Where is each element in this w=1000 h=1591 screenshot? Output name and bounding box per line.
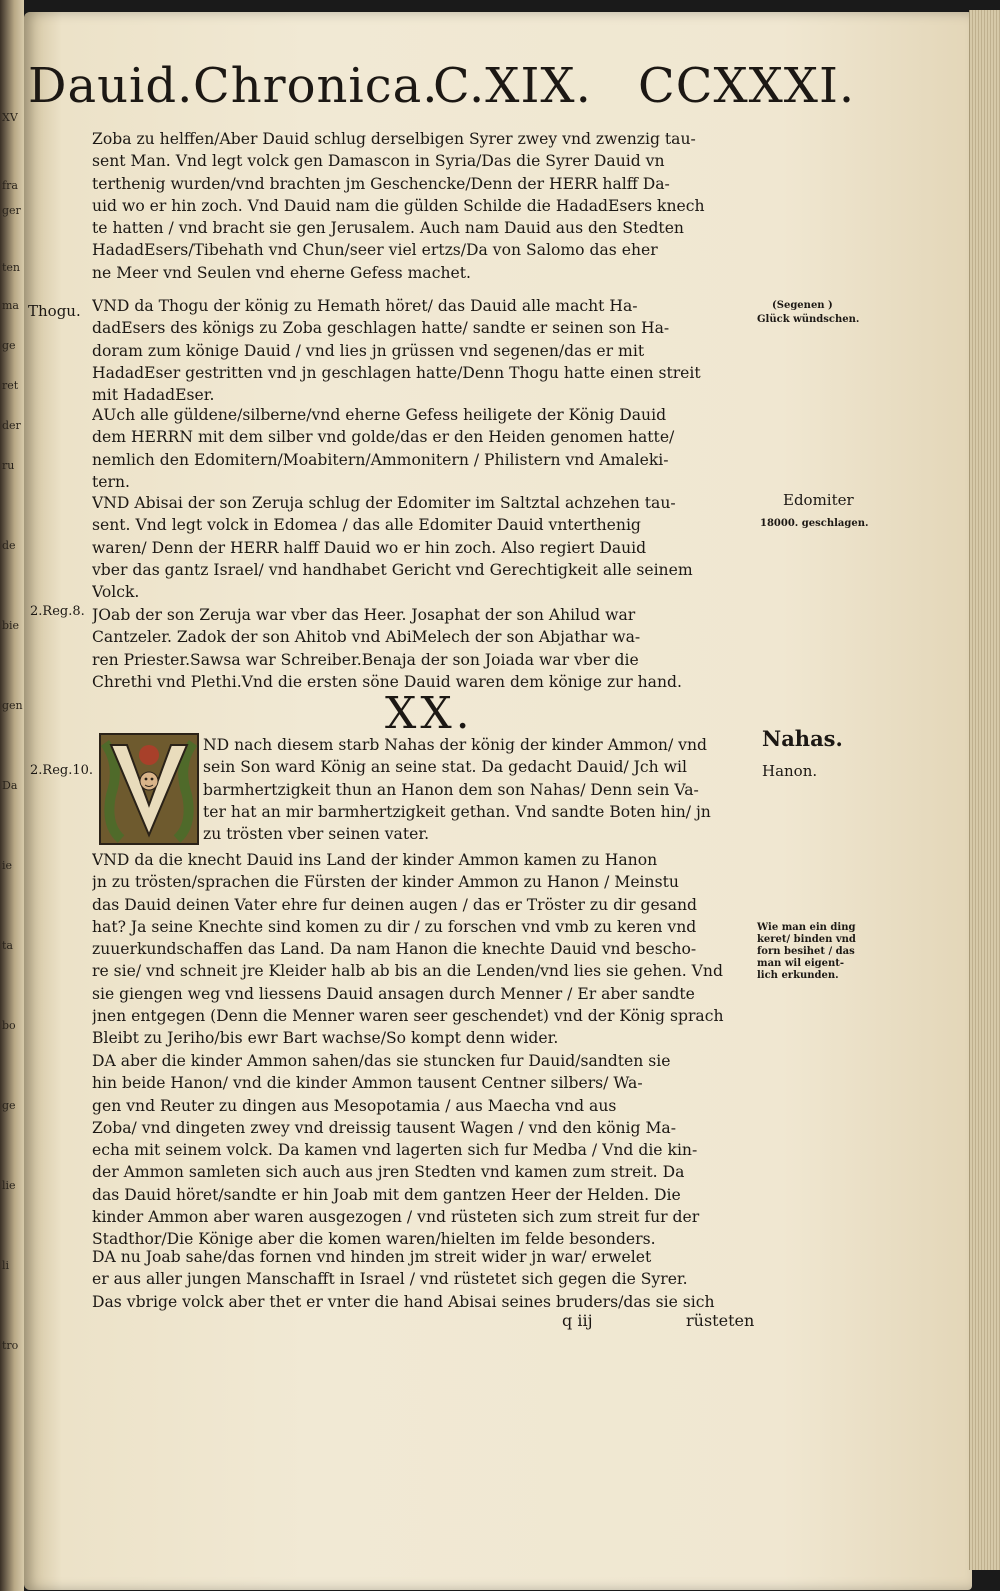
left-fragment: der [2, 419, 21, 432]
text-line: Bleibt zu Jeriho/bis ewr Bart wachse/So kompt denn wider. [92, 1029, 559, 1048]
text-line: VND da die knecht Dauid ins Land der kinder Ammon kamen zu Hanon [92, 851, 658, 869]
text-line: VND da Thogu der könig zu Hemath höret/ das Dauid alle macht Ha- [92, 297, 638, 315]
paragraph-3 [92, 404, 772, 493]
text-line: kinder Ammon aber waren ausgezogen / vnd rüsteten sich zum streit fur der [92, 1208, 700, 1227]
text-line: waren/ Denn der HERR halff Dauid wo er hin zoch. Also regiert Dauid [92, 538, 647, 557]
paragraph-1 [92, 128, 772, 284]
text-line: Zoba zu helffen/Aber Dauid schlug derselbigen Syrer zwey vnd zwenzig tau- [92, 130, 696, 148]
left-fragment: bie [2, 619, 20, 632]
left-fragment: ie [2, 859, 13, 872]
left-fragment: ten [2, 261, 21, 274]
text-line: hin beide Hanon/ vnd die kinder Ammon tausent Centner silbers/ Wa- [92, 1074, 643, 1093]
text-line: er aus aller jungen Manschafft in Israel / vnd rüstetet sich gegen die Syrer. [92, 1270, 688, 1289]
text-line: JOab der son Zeruja war vber das Heer. Josaphat der son Ahilud war [92, 606, 636, 624]
text-line: DA aber die kinder Ammon sahen/das sie stuncken fur Dauid/sandten sie [92, 1052, 671, 1070]
margin-ref-2reg10: 2.Reg.10. [30, 763, 94, 778]
text-line: AUch alle güldene/silberne/vnd eherne Gefess heiligete der König Dauid [92, 406, 667, 424]
left-fragment: gen [2, 699, 23, 712]
text-line: echa mit seinem volck. Da kamen vnd lagerten sich fur Medba / Vnd die kin- [92, 1141, 698, 1160]
text-line: re sie/ vnd schneit jre Kleider halb ab bis an die Lenden/vnd lies sie gehen. Vnd [92, 962, 723, 981]
text-line: Chrethi vnd Plethi.Vnd die ersten söne Dauid waren dem könige zur hand. [92, 672, 682, 691]
text-line: das Dauid höret/sandte er hin Joab mit dem gantzen Heer der Helden. Die [92, 1185, 681, 1204]
paragraph-xx-3 [92, 1050, 772, 1251]
text-line: terthenig wurden/vnd brachten jm Geschencke/Denn der HERR halff Da- [92, 174, 670, 193]
left-fragment: bo [2, 1019, 16, 1032]
text-line: sent Man. Vnd legt volck gen Damascon in Syria/Das die Syrer Dauid vn [92, 152, 665, 171]
text-line: DA nu Joab sahe/das fornen vnd hinden jm streit wider jn war/ erwelet [92, 1248, 652, 1266]
text-line: HadadEser gestritten vnd jn geschlagen hatte/Denn Thogu hatte einen streit [92, 363, 701, 382]
text-line: Volck. [92, 583, 140, 602]
text-line: jnen entgegen (Denn die Menner waren seer geschendet) vnd der König sprach [92, 1007, 724, 1026]
text-line: barmhertzigkeit thun an Hanon dem son Nahas/ Denn sein Va- [203, 780, 699, 799]
header-title: Chronica. [193, 58, 439, 114]
text-line: hat? Ja seine Knechte sind komen zu dir / zu forschen vnd vmb zu keren vnd [92, 917, 697, 936]
left-fragment: fra [2, 179, 18, 192]
adjacent-page-edge [0, 0, 24, 1591]
left-fragment: de [2, 539, 16, 552]
text-line: uid wo er hin zoch. Vnd Dauid nam die gülden Schilde die HadadEsers knech [92, 196, 705, 215]
left-fragment: ta [2, 939, 13, 952]
gloss-line: lich erkunden. [757, 970, 839, 981]
gloss-line: forn besihet / das [757, 946, 855, 957]
text-line: dem HERRN mit dem silber vnd golde/das er den Heiden genomen hatte/ [92, 428, 675, 447]
text-line: vber das gantz Israel/ vnd handhabet Gericht vnd Gerechtigkeit alle seinem [92, 560, 693, 579]
text-line: ren Priester.Sawsa war Schreiber.Benaja der son Joiada war vber die [92, 650, 639, 669]
gloss-edomiter-count: 18000. geschlagen. [760, 518, 869, 529]
text-line: Zoba/ vnd dingeten zwey vnd dreissig tausent Wagen / vnd den könig Ma- [92, 1118, 676, 1137]
text-line: doram zum könige Dauid / vnd lies jn grüssen vnd segenen/das er mit [92, 341, 645, 360]
text-line: ne Meer vnd Seulen vnd eherne Gefess machet. [92, 263, 471, 282]
text-line: jn zu trösten/sprachen die Fürsten der kinder Ammon zu Hanon / Meinstu [92, 873, 679, 892]
gloss-nahas: Nahas. [762, 726, 843, 751]
text-line: ND nach diesem starb Nahas der könig der kinder Ammon/ vnd [203, 736, 708, 754]
text-line: Cantzeler. Zadok der son Ahitob vnd AbiMelech der son Abjathar wa- [92, 628, 641, 647]
text-line: sie giengen weg vnd liessens Dauid ansagen durch Menner / Er aber sandte [92, 984, 695, 1003]
gloss-line: keret/ binden vnd [757, 934, 856, 945]
decorated-initial-v [99, 733, 199, 845]
left-fragment: ge [2, 1099, 16, 1112]
left-fragment: li [2, 1259, 10, 1272]
left-fragment: lie [2, 1179, 16, 1192]
text-line: das Dauid deinen Vater ehre fur deinen augen / das er Tröster zu dir gesand [92, 895, 698, 914]
left-fragment: ret [2, 379, 19, 392]
header-book: Dauid. [28, 58, 194, 114]
margin-ref-2reg8: 2.Reg.8. [30, 604, 85, 619]
text-line: sent. Vnd legt volck in Edomea / das alle Edomiter Dauid vnterthenig [92, 516, 641, 535]
left-fragment: ge [2, 339, 16, 352]
header-folio: CCXXXI. [638, 58, 856, 114]
text-line: gen vnd Reuter zu dingen aus Mesopotamia / aus Maecha vnd aus [92, 1096, 617, 1115]
left-fragment: XV [2, 111, 18, 124]
gloss-erkunden [757, 922, 856, 982]
text-line: sein Son ward König an seine stat. Da gedacht Dauid/ Jch wil [203, 758, 687, 777]
text-line: zuuerkundschaffen das Land. Da nam Hanon die knechte Dauid vnd bescho- [92, 940, 697, 959]
chapter-heading: XX. [385, 688, 474, 739]
left-fragment: ma [2, 299, 19, 312]
paragraph-4 [92, 492, 772, 603]
gloss-line: man wil eigent- [757, 958, 845, 969]
left-fragment: Da [2, 779, 18, 792]
left-fragment: ger [2, 204, 21, 217]
left-fragment: tro [2, 1339, 19, 1352]
margin-thogu: Thogu. [28, 302, 81, 320]
text-line: Das vbrige volck aber thet er vnter die hand Abisai seines bruders/das sie sich [92, 1292, 715, 1311]
initial-illustration [101, 735, 197, 843]
text-line: VND Abisai der son Zeruja schlug der Edomiter im Saltztal achzehen tau- [92, 494, 676, 512]
text-line: zu trösten vber seinen vater. [203, 825, 430, 844]
gloss-line: Wie man ein ding [757, 922, 856, 933]
gloss-glueck: Glück wündschen. [757, 314, 860, 325]
gloss-segenen: (Segenen ) [772, 300, 833, 311]
text-line: tern. [92, 472, 130, 491]
page-stack-edge [969, 10, 1000, 1570]
text-line: der Ammon samleten sich auch aus jren Stedten vnd kamen zum streit. Da [92, 1163, 685, 1182]
text-line: nemlich den Edomitern/Moabitern/Ammonitern / Philistern vnd Amaleki- [92, 450, 669, 469]
text-line: Stadthor/Die Könige aber die komen waren/hielten im felde besonders. [92, 1230, 656, 1249]
running-header [28, 58, 888, 128]
header-chapter: C.XIX. [433, 58, 592, 114]
signature-mark: q iij [562, 1311, 593, 1330]
gloss-hanon: Hanon. [762, 762, 818, 780]
paragraph-2 [92, 295, 772, 406]
paragraph-xx-1 [203, 734, 763, 845]
text-line: te hatten / vnd bracht sie gen Jerusalem. Auch nam Dauid aus den Stedten [92, 219, 684, 238]
text-line: HadadEsers/Tibehath vnd Chun/seer viel ertzs/Da von Salomo das eher [92, 241, 658, 260]
gloss-edomiter: Edomiter [783, 491, 854, 509]
text-line: ter hat an mir barmhertzigkeit gethan. Vnd sandte Boten hin/ jn [203, 802, 711, 821]
catchword: rüsteten [686, 1311, 755, 1330]
paragraph-xx-2 [92, 849, 772, 1050]
paragraph-xx-4 [92, 1246, 772, 1313]
text-line: mit HadadEser. [92, 386, 215, 405]
left-fragment: ru [2, 459, 15, 472]
text-line: dadEsers des königs zu Zoba geschlagen hatte/ sandte er seinen son Ha- [92, 319, 670, 338]
paragraph-5 [92, 604, 772, 693]
